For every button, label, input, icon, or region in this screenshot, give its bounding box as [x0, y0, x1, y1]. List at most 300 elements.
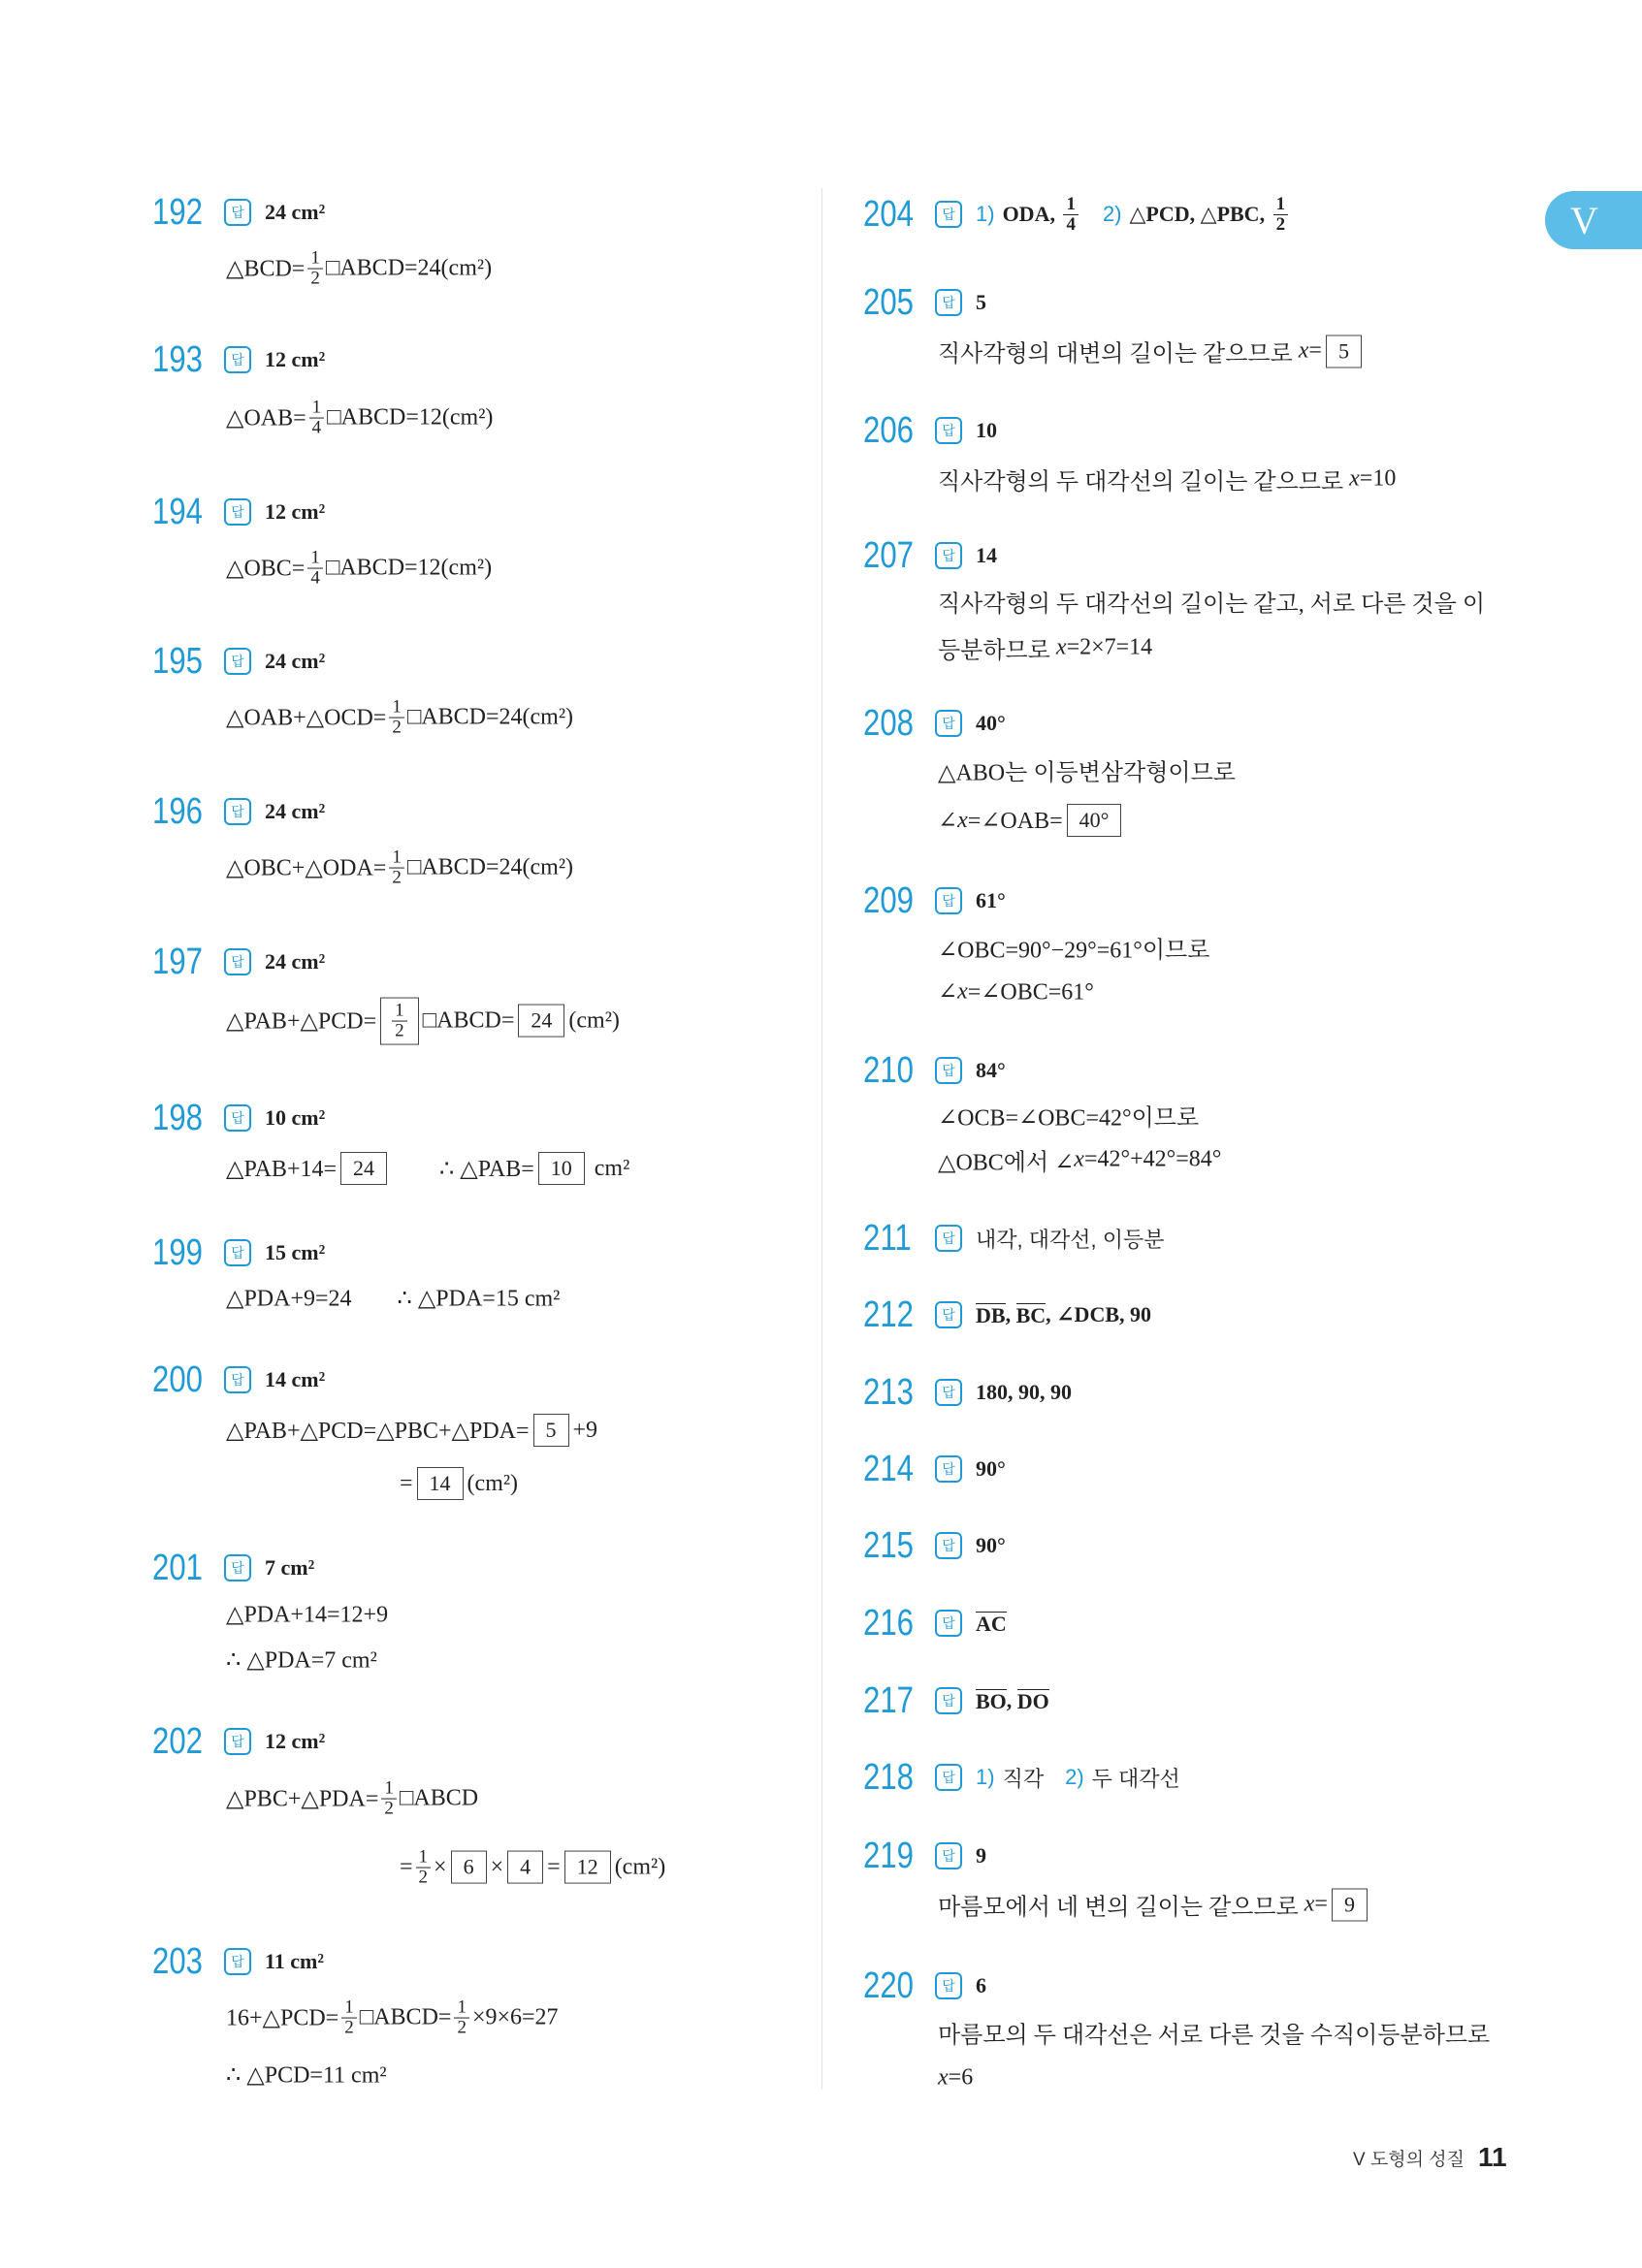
math-text: ∴ △PAB=	[439, 1156, 534, 1182]
math-text: ∠	[938, 979, 958, 1006]
solution-line	[400, 1848, 665, 1888]
problem-number: 197	[152, 942, 203, 982]
variable-x: x	[957, 978, 968, 1005]
math-text: 24 cm²	[265, 649, 326, 673]
solution-line	[226, 2061, 387, 2090]
math-text: =	[400, 1470, 413, 1496]
answer-box: 6	[451, 1851, 487, 1884]
answer-box: 24	[518, 1005, 564, 1038]
answer-badge-icon: 답	[224, 199, 251, 226]
problem-number: 203	[152, 1941, 203, 1982]
answer-badge-icon: 답	[224, 1554, 251, 1581]
segment-overline: DO	[1016, 1689, 1049, 1713]
answer-badge-icon: 답	[224, 948, 251, 975]
fraction	[341, 1998, 357, 2038]
answer-box	[380, 998, 419, 1045]
fraction-numerator: 1	[392, 696, 402, 718]
problem-header	[863, 1371, 1072, 1414]
math-text: △OBC+△ODA=	[226, 855, 387, 881]
solution-line	[938, 463, 1396, 496]
math-text: ,	[1005, 1302, 1016, 1326]
math-text: 40°	[976, 711, 1006, 735]
math-text: =	[547, 1854, 561, 1880]
solution-line	[938, 753, 1236, 787]
page-footer	[1353, 2142, 1507, 2173]
math-text: (cm²)	[568, 1007, 620, 1034]
problem-number: 201	[152, 1548, 203, 1588]
math-text: 180, 90, 90	[976, 1380, 1072, 1404]
solution-line	[400, 1467, 518, 1500]
chapter-title: V 도형의 성질	[1353, 2149, 1465, 2170]
solution-line	[226, 1998, 559, 2038]
math-text: 16+△PCD=	[226, 2005, 339, 2031]
math-text: (cm²)	[467, 1470, 519, 1496]
fraction-numerator: 1	[384, 1777, 394, 1799]
math-text: ×	[434, 1854, 447, 1880]
problem-number: 218	[863, 1757, 914, 1798]
problem-header	[863, 1965, 986, 2007]
answer-badge-icon: 답	[935, 201, 962, 228]
answer-badge-icon: 답	[224, 498, 251, 526]
answer-box: 40°	[1067, 804, 1122, 837]
answer-badge-icon: 답	[224, 1728, 251, 1755]
math-text: △PAB+△PCD=△PBC+△PDA=	[226, 1418, 530, 1444]
answer-value	[265, 1729, 325, 1754]
answer-badge-icon: 답	[935, 1842, 962, 1869]
math-text: ∴ △PDA=7 cm²	[226, 1647, 377, 1674]
problem-number: 199	[152, 1232, 203, 1273]
answer-badge-icon: 답	[935, 1225, 962, 1252]
fraction-denominator: 4	[307, 568, 323, 589]
problem-number: 215	[863, 1525, 914, 1566]
math-text: 7 cm²	[265, 1555, 315, 1580]
fraction	[381, 1779, 397, 1819]
variable-x: x	[938, 2064, 949, 2091]
math-text: 24 cm²	[265, 799, 326, 823]
solution-line	[938, 631, 1152, 665]
math-text: △PDA+14=12+9	[226, 1602, 389, 1628]
math-text: ×	[490, 1854, 504, 1880]
answer-box: 9	[1332, 1888, 1368, 1921]
problem-header	[863, 879, 1006, 922]
math-text: 5	[976, 290, 986, 314]
problem-header	[863, 409, 997, 452]
answer-value	[976, 711, 1006, 736]
fraction	[389, 848, 404, 888]
answer-value	[976, 1058, 1006, 1083]
solution-line	[226, 1414, 597, 1447]
math-text: (cm²)	[614, 1854, 666, 1880]
math-text: 14 cm²	[265, 1367, 326, 1391]
answer-badge-icon: 답	[935, 417, 962, 444]
answer-text: 직각	[1002, 1766, 1045, 1791]
problem-header	[152, 338, 325, 381]
answer-badge-icon: 답	[935, 1972, 962, 1999]
fraction	[307, 549, 323, 589]
math-text: , ∠DCB, 90	[1046, 1302, 1152, 1326]
fraction-numerator: 1	[457, 1996, 467, 2018]
answer-box: 14	[417, 1467, 464, 1500]
solution-line	[938, 585, 1485, 619]
variable-x: x	[1055, 634, 1067, 660]
problem-number: 193	[152, 339, 203, 380]
answer-value	[265, 499, 325, 525]
problem-header	[863, 534, 997, 577]
math-text: =∠OBC=61°	[967, 979, 1094, 1006]
problem-number: 213	[863, 1372, 914, 1413]
math-text: =∠OAB=	[967, 808, 1063, 834]
problem-header	[863, 1217, 1164, 1260]
problem-header	[152, 1547, 314, 1589]
problem-number: 219	[863, 1836, 914, 1876]
variable-x: x	[1349, 465, 1360, 492]
answer-badge-icon: 답	[935, 1687, 962, 1714]
math-text: 6	[976, 1973, 986, 1997]
math-text: ×9×6=27	[471, 2004, 559, 2030]
problem-number: 216	[863, 1603, 914, 1644]
math-text: □ABCD=	[422, 1007, 515, 1034]
problem-number: 200	[152, 1359, 203, 1400]
problem-number: 214	[863, 1449, 914, 1489]
problem-number: 204	[863, 194, 914, 235]
math-text: 직사각형의 두 대각선의 길이는 같고, 서로 다른 것을 이	[938, 591, 1486, 618]
problem-header	[863, 1679, 1049, 1722]
solution-line	[938, 335, 1366, 368]
math-text: 24 cm²	[265, 200, 326, 224]
problem-number: 192	[152, 192, 203, 233]
problem-header	[863, 1756, 1180, 1799]
answer-value	[976, 1456, 1006, 1482]
solution-line	[938, 978, 1094, 1006]
problem-number: 212	[863, 1294, 914, 1335]
answer-box: 24	[340, 1152, 387, 1185]
math-text: =6	[948, 2064, 974, 2091]
solution-line	[938, 1099, 1199, 1133]
math-text: □ABCD=24(cm²)	[406, 704, 574, 730]
math-text: ,	[1006, 1688, 1017, 1712]
segment-overline: DB	[976, 1303, 1006, 1327]
problem-header	[152, 640, 325, 683]
segment-overline: AC	[976, 1612, 1007, 1636]
answer-badge-icon: 답	[935, 1764, 962, 1791]
problem-number: 217	[863, 1680, 914, 1721]
fraction-denominator: 4	[309, 418, 325, 438]
math-text: ∠	[938, 808, 958, 834]
sub-answer-label: 2)	[1102, 202, 1122, 226]
answer-box: 12	[564, 1851, 611, 1884]
answer-value	[976, 1533, 1006, 1558]
solution-line	[938, 804, 1125, 837]
answer-badge-icon: 답	[935, 289, 962, 316]
math-text: 직사각형의 두 대각선의 길이는 같으므로	[938, 469, 1350, 495]
math-text: 14	[976, 543, 997, 567]
solution-line	[226, 1285, 560, 1313]
column-divider	[821, 188, 822, 2090]
fraction-denominator: 2	[389, 868, 404, 888]
problem-header	[152, 1231, 325, 1274]
answer-value	[976, 1843, 986, 1869]
math-text: △PDA+9=24	[226, 1286, 352, 1312]
problem-number: 198	[152, 1098, 203, 1138]
answer-value	[265, 347, 325, 372]
fraction-numerator: 1	[395, 1000, 404, 1021]
page-number: 11	[1478, 2142, 1507, 2172]
math-text: 84°	[976, 1058, 1006, 1082]
answer-value	[976, 1612, 1007, 1635]
answer-value	[976, 1380, 1072, 1405]
math-text: 10 cm²	[265, 1105, 326, 1130]
answer-text: 두 대각선	[1091, 1766, 1180, 1791]
math-text: 12 cm²	[265, 1729, 326, 1753]
fraction-denominator: 2	[381, 1799, 397, 1819]
fraction-denominator: 2	[416, 1868, 432, 1888]
answer-badge-icon: 답	[224, 346, 251, 373]
answer-value	[265, 1105, 325, 1131]
solution-line	[226, 1152, 629, 1185]
answer-badge-icon: 답	[224, 1948, 251, 1975]
problem-number: 195	[152, 641, 203, 682]
problem-header	[152, 790, 325, 833]
problem-header	[863, 1294, 1151, 1336]
math-text: 90°	[976, 1456, 1006, 1481]
math-text: 61°	[976, 888, 1006, 912]
math-text: cm²	[588, 1155, 630, 1181]
fraction-numerator: 1	[311, 397, 322, 418]
sub-answer-label: 1)	[976, 202, 995, 226]
variable-x: x	[1298, 337, 1309, 364]
problem-header	[152, 491, 325, 533]
answer-value	[265, 649, 325, 674]
answer-badge-icon: 답	[224, 648, 251, 675]
math-text: +9	[572, 1417, 598, 1443]
answer-value	[976, 543, 997, 568]
problem-number: 206	[863, 410, 914, 451]
math-text: =	[1308, 337, 1322, 364]
answer-value	[265, 799, 325, 824]
problem-header	[152, 191, 325, 234]
solution-line	[938, 2065, 973, 2092]
answer-value	[976, 1973, 986, 1998]
problem-number: 194	[152, 492, 203, 532]
answer-badge-icon: 답	[935, 1610, 962, 1637]
segment-overline: BO	[976, 1689, 1007, 1713]
sub-answer-label: 1)	[976, 1765, 995, 1789]
math-text: 10	[976, 418, 997, 442]
solution-line	[226, 399, 493, 438]
solution-line	[226, 1601, 388, 1629]
answer-badge-icon: 답	[935, 1532, 962, 1559]
math-text: △OBC=	[226, 556, 306, 582]
answer-value	[265, 200, 325, 225]
math-text: ODA,	[1002, 202, 1061, 226]
fraction-numerator: 1	[310, 247, 320, 269]
math-text: △BCD=	[226, 256, 306, 282]
math-text: △PBC+△PDA=	[226, 1786, 379, 1812]
math-text: △PCD, △PBC,	[1129, 202, 1271, 226]
problem-header	[863, 1448, 1006, 1490]
problem-header	[863, 1835, 986, 1877]
problem-header	[863, 281, 986, 324]
answer-value	[976, 888, 1006, 913]
math-text: ∠OBC=90°−29°=61°이므로	[938, 938, 1210, 964]
math-text: □ABCD=24(cm²)	[406, 854, 574, 880]
problem-number: 211	[863, 1218, 912, 1259]
problem-number: 207	[863, 535, 914, 576]
solution-line	[938, 931, 1209, 965]
solution-line	[226, 549, 492, 589]
math-text: 마름모의 두 대각선은 서로 다른 것을 수직이등분하므로	[938, 2023, 1491, 2049]
math-text: □ABCD=12(cm²)	[327, 404, 494, 431]
math-text: =10	[1359, 465, 1397, 492]
math-text: ∴ △PDA=15 cm²	[397, 1286, 561, 1312]
answer-badge-icon: 답	[935, 710, 962, 737]
fraction	[1273, 195, 1289, 235]
fraction-numerator: 1	[418, 1846, 429, 1868]
answer-box: 4	[507, 1851, 543, 1884]
problem-header	[152, 1720, 325, 1763]
math-text: △ABO는 이등변삼각형이므로	[938, 760, 1236, 786]
chapter-tab-label: V	[1570, 198, 1598, 242]
fraction-denominator: 2	[454, 2018, 469, 2038]
solution-line	[226, 249, 492, 289]
fraction-denominator: 2	[307, 269, 323, 289]
fraction-numerator: 1	[344, 1996, 354, 2018]
fraction-numerator: 1	[1066, 193, 1076, 214]
variable-x: x	[1304, 1891, 1315, 1917]
answer-box: 10	[538, 1152, 585, 1185]
answer-badge-icon: 답	[935, 1057, 962, 1084]
math-text: 15 cm²	[265, 1240, 326, 1264]
solution-line	[938, 1888, 1371, 1922]
answer-badge-icon: 답	[935, 1455, 962, 1483]
fraction-denominator: 2	[389, 718, 404, 738]
math-text: △OAB=	[226, 405, 306, 431]
answer-badge-icon: 답	[935, 1301, 962, 1328]
variable-x: x	[1074, 1146, 1084, 1172]
problem-header	[152, 941, 325, 983]
math-text: △OBC에서 ∠	[938, 1150, 1075, 1176]
answer-badge-icon: 답	[935, 887, 962, 914]
math-text: 12 cm²	[265, 347, 326, 371]
answer-value	[976, 290, 986, 315]
problem-header	[863, 1602, 1007, 1645]
answer-box: 5	[533, 1414, 569, 1447]
answer-value	[976, 195, 1291, 235]
fraction	[309, 399, 325, 438]
problem-number: 220	[863, 1965, 914, 2006]
answer-value	[265, 1367, 325, 1392]
math-text: ∠OCB=∠OBC=42°이므로	[938, 1105, 1200, 1132]
fraction	[392, 1002, 407, 1041]
solution-line	[226, 1779, 478, 1819]
fraction-denominator: 2	[1273, 214, 1289, 235]
fraction-numerator: 1	[392, 847, 402, 868]
math-text: 11 cm²	[265, 1949, 324, 1973]
answer-badge-icon: 답	[224, 1239, 251, 1266]
math-text: △PAB+14=	[226, 1156, 338, 1182]
fraction-denominator: 2	[341, 2018, 357, 2038]
answer-badge-icon: 답	[224, 798, 251, 825]
problem-header	[152, 1358, 325, 1401]
fraction	[1063, 195, 1079, 235]
fraction-numerator: 1	[310, 547, 320, 568]
solution-line	[938, 1143, 1221, 1177]
answer-value	[976, 1688, 1049, 1713]
answer-text: 내각, 대각선, 이등분	[976, 1227, 1165, 1252]
problem-number: 202	[152, 1721, 203, 1762]
math-text: 등분하므로	[938, 638, 1056, 664]
math-text: □ABCD=	[359, 2004, 452, 2030]
math-text: 90°	[976, 1533, 1006, 1557]
solution-line	[226, 698, 573, 738]
segment-overline: BC	[1015, 1303, 1046, 1327]
answer-value	[976, 1224, 1164, 1254]
math-text: 9	[976, 1843, 986, 1868]
answer-value	[265, 1555, 314, 1581]
math-text: □ABCD	[399, 1785, 479, 1811]
problem-header	[152, 1097, 325, 1139]
fraction-denominator: 2	[392, 1021, 407, 1041]
answer-badge-icon: 답	[935, 542, 962, 569]
problem-number: 209	[863, 880, 914, 921]
fraction	[389, 698, 404, 738]
fraction	[454, 1998, 469, 2038]
math-text: =	[400, 1854, 413, 1880]
problem-header	[863, 702, 1006, 745]
fraction	[416, 1848, 432, 1888]
problem-header	[863, 193, 1291, 236]
problem-number: 210	[863, 1050, 914, 1091]
answer-badge-icon: 답	[224, 1366, 251, 1393]
problem-number: 205	[863, 282, 914, 323]
answer-value	[265, 1240, 325, 1265]
problem-header	[863, 1049, 1006, 1092]
answer-badge-icon: 답	[935, 1379, 962, 1406]
fraction	[307, 249, 323, 289]
math-text: 12 cm²	[265, 499, 326, 524]
math-text: =	[1314, 1891, 1328, 1917]
math-text: 직사각형의 대변의 길이는 같으므로	[938, 341, 1299, 367]
solution-line	[938, 2016, 1490, 2050]
answer-value	[976, 1763, 1180, 1793]
problem-number: 208	[863, 703, 914, 744]
problem-header	[152, 1940, 324, 1983]
answer-box: 5	[1326, 335, 1362, 367]
math-text: □ABCD=24(cm²)	[325, 255, 493, 281]
sub-answer-label: 2)	[1065, 1765, 1084, 1789]
math-text: 24 cm²	[265, 949, 326, 974]
math-text: 마름모에서 네 변의 길이는 같으므로	[938, 1895, 1304, 1921]
math-text: □ABCD=12(cm²)	[325, 555, 493, 581]
solution-line	[226, 998, 620, 1045]
chapter-tab	[1545, 191, 1642, 249]
math-text: △PAB+△PCD=	[226, 1008, 377, 1035]
answer-value	[976, 1302, 1151, 1327]
math-text: ∴ △PCD=11 cm²	[226, 2062, 387, 2089]
answer-value	[265, 949, 325, 974]
variable-x: x	[957, 807, 968, 833]
math-text: =2×7=14	[1066, 634, 1153, 660]
solution-line	[226, 1646, 377, 1675]
fraction-numerator: 1	[1275, 193, 1286, 214]
math-text: △OAB+△OCD=	[226, 705, 387, 731]
math-text: =42°+42°=84°	[1083, 1146, 1222, 1172]
problem-number: 196	[152, 791, 203, 832]
answer-badge-icon: 답	[224, 1104, 251, 1132]
problem-header	[863, 1524, 1006, 1567]
solution-line	[226, 848, 573, 888]
answer-value	[976, 418, 997, 443]
